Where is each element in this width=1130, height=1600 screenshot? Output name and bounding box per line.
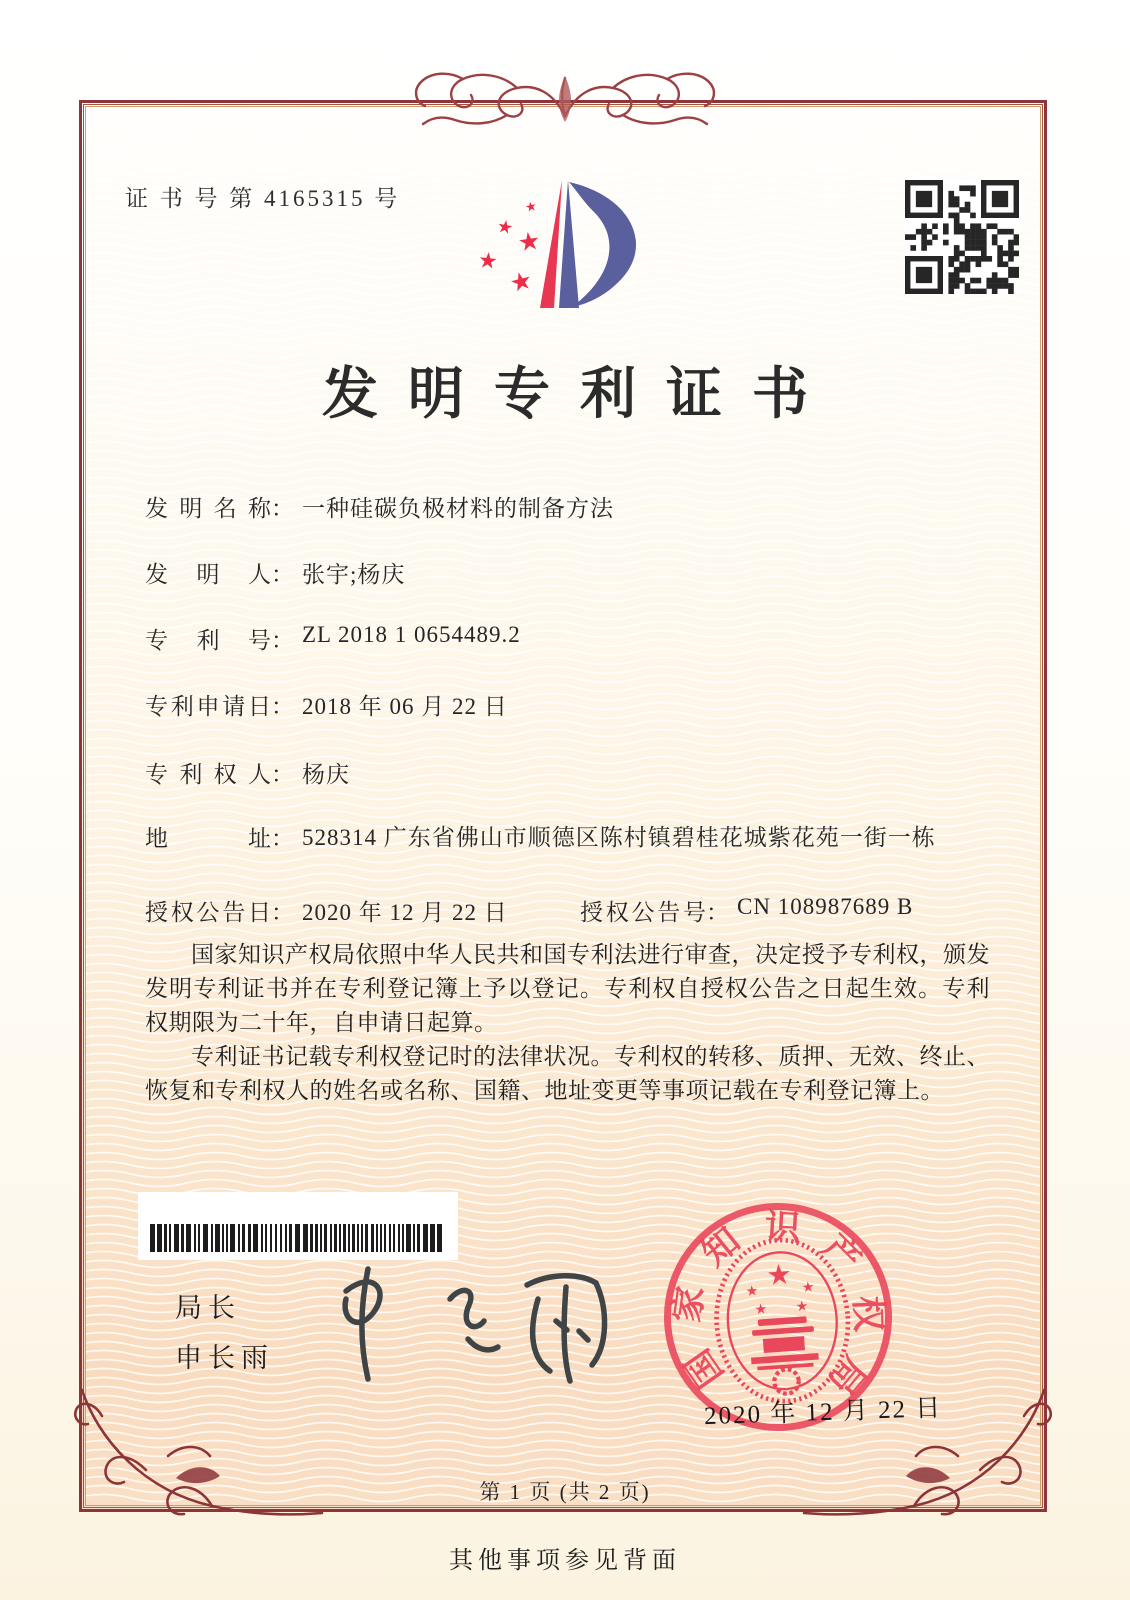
dragon-pair-ornament-icon xyxy=(393,62,737,132)
logo-star-icon: ★ xyxy=(507,266,536,299)
field-colon: ： xyxy=(271,826,294,851)
field-label: 发明名称 xyxy=(145,496,271,521)
field-colon: ： xyxy=(271,762,294,787)
grant-date-value: 2020 年 12 月 22 日 xyxy=(302,900,508,925)
field-label: 专利号 xyxy=(145,628,271,653)
svg-text:★: ★ xyxy=(745,1283,759,1300)
field-row-invention-name xyxy=(145,490,614,523)
seal-ring-char: 家 xyxy=(666,1283,712,1326)
field-colon: ： xyxy=(271,694,294,719)
field-label: 专利申请日 xyxy=(145,694,271,719)
field-value: 杨庆 xyxy=(302,762,350,787)
page-number: 第 1 页 (共 2 页) xyxy=(479,1480,651,1504)
legal-text-block xyxy=(145,938,990,1108)
qr-code-icon xyxy=(905,180,1019,294)
certificate-number: 证 书 号 第 4165315 号 xyxy=(125,186,401,211)
field-label: 授权公告号 xyxy=(580,900,706,925)
field-label: 专利权人 xyxy=(145,762,271,787)
field-colon: ： xyxy=(706,900,729,925)
field-row-filing-date xyxy=(145,688,508,721)
field-colon: ： xyxy=(271,562,294,587)
field-label: 授权公告日 xyxy=(145,900,271,925)
field-value: 2018 年 06 月 22 日 xyxy=(302,694,508,719)
legal-paragraph-1: 国家知识产权局依照中华人民共和国专利法进行审查，决定授予专利权，颁发发明专利证书并在专利登记簿上予以登记。专利权自授权公告之日起生效。专利权期限为二十年，自申请日起算。 xyxy=(145,942,990,1035)
field-row-patent-number xyxy=(145,622,521,655)
field-row-inventor xyxy=(145,556,405,589)
logo-star-icon: ★ xyxy=(523,197,539,216)
field-value: 张宇;杨庆 xyxy=(302,562,406,587)
field-value: 一种硅碳负极材料的制备方法 xyxy=(302,496,614,521)
cnipa-logo-icon xyxy=(440,156,675,318)
field-colon: ： xyxy=(271,628,294,653)
grant-number-value: CN 108987689 B xyxy=(737,894,914,919)
signer-name: 申长雨 xyxy=(175,1343,274,1373)
svg-text:★: ★ xyxy=(765,1259,793,1293)
seal-ring-char: 国 xyxy=(677,1342,731,1395)
qr-code-svg xyxy=(905,180,1019,294)
field-colon: ： xyxy=(271,900,294,925)
field-value: ZL 2018 1 0654489.2 xyxy=(302,622,521,647)
field-row-patentee xyxy=(145,756,350,789)
certificate-title: 发明专利证书 xyxy=(322,364,838,426)
field-row-grant xyxy=(145,894,1045,927)
logo-star-icon: ★ xyxy=(516,227,543,258)
signer-title: 局长 xyxy=(175,1293,241,1323)
grant-number-group xyxy=(580,894,913,927)
bottom-left-flourish-icon xyxy=(72,1386,324,1518)
back-side-note: 其他事项参见背面 xyxy=(449,1548,681,1574)
field-label: 发明人 xyxy=(145,562,271,587)
seal-date: 2020 年 12 月 22 日 xyxy=(703,1394,943,1431)
seal-ring-char: 知 xyxy=(694,1220,748,1274)
logo-star-icon: ★ xyxy=(495,215,515,239)
seal-ring-char: 权 xyxy=(847,1295,889,1333)
svg-text:★: ★ xyxy=(753,1301,768,1319)
svg-text:★: ★ xyxy=(795,1298,809,1316)
shen-changyu-signature-icon xyxy=(322,1242,622,1392)
seal-ring-char: 识 xyxy=(763,1206,802,1249)
svg-text:★: ★ xyxy=(801,1279,815,1297)
legal-paragraph-2: 专利证书记载专利权登记时的法律状况。专利权的转移、质押、无效、终止、恢复和专利权人的姓名或名称、国籍、地址变更等事项记载在专利登记簿上。 xyxy=(145,1044,990,1103)
seal-ring-char: 局 xyxy=(820,1348,874,1402)
field-label: 地址 xyxy=(145,826,271,851)
seal-ring-char: 产 xyxy=(814,1226,869,1281)
cnipa-logo-shapes xyxy=(440,156,675,318)
field-value: 528314 广东省佛山市顺德区陈村镇碧桂花城紫花苑一街一栋 xyxy=(302,825,936,850)
logo-star-icon: ★ xyxy=(476,247,500,274)
field-row-address xyxy=(145,820,942,856)
field-colon: ： xyxy=(271,496,294,521)
